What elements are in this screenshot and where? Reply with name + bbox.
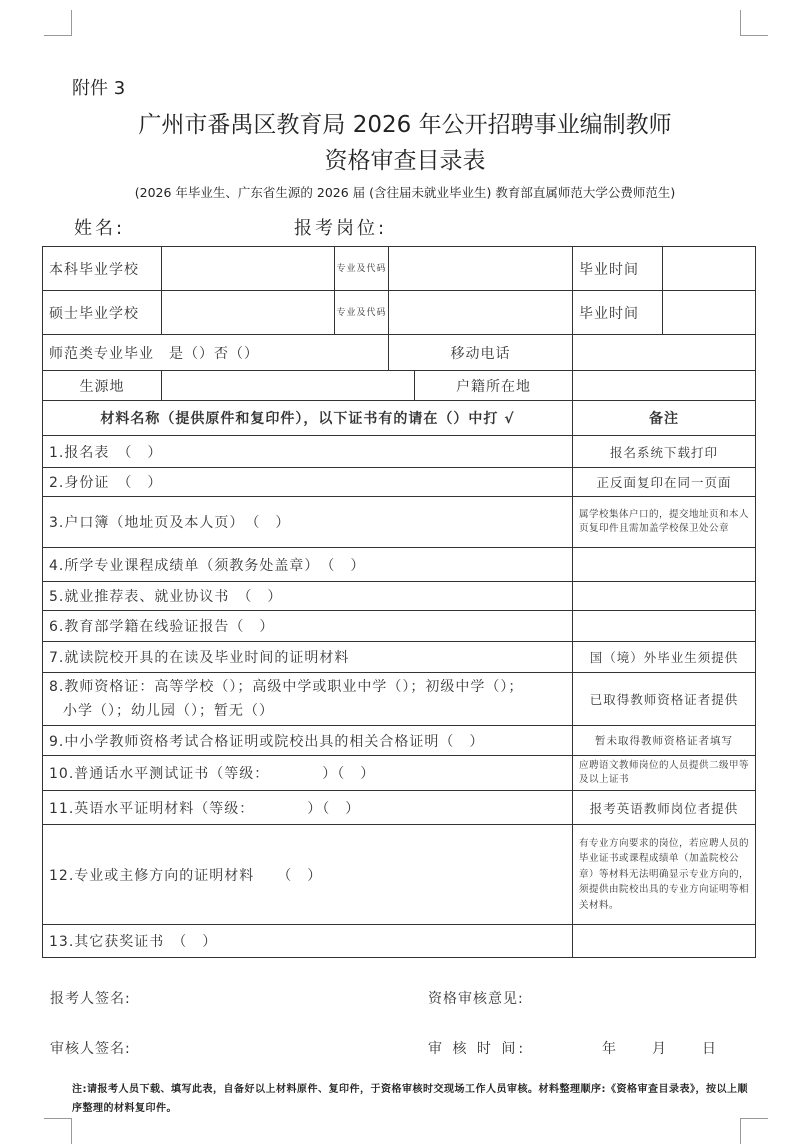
review-day: 日	[702, 1041, 717, 1057]
item-row-6[interactable]: 6.教育部学籍在线验证报告（ ）	[43, 611, 573, 642]
remarks-header: 备注	[573, 401, 756, 436]
item-row-11[interactable]: 11.英语水平证明材料（等级： ）（ ）	[43, 791, 573, 825]
item-note-10: 应聘语文教师岗位的人员提供二级甲等及以上证书	[573, 756, 756, 791]
footnote: 注:请报考人员下载、填写此表，自备好以上材料原件、复印件，于资格审核时交现场工作人员审核。材料整理顺序:《资格审查目录表》，按以上顺序整理的材料复印件。	[72, 1084, 748, 1114]
household-field[interactable]	[573, 371, 756, 401]
applicant-signature-label: 报考人签名:	[50, 991, 131, 1007]
item-row-1[interactable]: 1.报名表 （ ）	[43, 436, 573, 468]
review-month: 月	[652, 1041, 667, 1057]
undergrad-school-label: 本科毕业学校	[43, 247, 162, 291]
major-code-label-2: 专业及代码	[335, 291, 389, 335]
major-code-field-2[interactable]	[389, 291, 573, 335]
item-note-3: 属学校集体户口的，提交地址页和本人页复印件且需加盖学校保卫处公章	[573, 497, 756, 548]
crop-mark	[44, 35, 72, 36]
normal-major-field[interactable]: 师范类专业毕业 是（）否（）	[43, 335, 389, 371]
grad-time-label: 毕业时间	[573, 247, 663, 291]
household-label: 户籍所在地	[415, 371, 573, 401]
mobile-field[interactable]	[573, 335, 756, 371]
crop-mark	[44, 1118, 72, 1119]
crop-mark	[740, 35, 768, 36]
crop-mark	[71, 10, 72, 36]
item-note-2: 正反面复印在同一页面	[573, 468, 756, 497]
item-row-10[interactable]: 10.普通话水平测试证书（等级： ）（ ）	[43, 756, 573, 791]
mobile-label: 移动电话	[389, 335, 573, 371]
grad-time-field-2[interactable]	[663, 291, 756, 335]
grad-time-label-2: 毕业时间	[573, 291, 663, 335]
origin-field[interactable]	[162, 371, 415, 401]
page-title: 广州市番禺区教育局 2026 年公开招聘事业编制教师	[138, 112, 672, 138]
review-table	[42, 246, 756, 958]
page-title-line2: 资格审查目录表	[324, 148, 486, 174]
name-label: 姓名:	[74, 218, 126, 239]
item-row-8[interactable]	[43, 673, 573, 726]
item-row-2[interactable]: 2.身份证 （ ）	[43, 468, 573, 497]
item-note-8: 已取得教师资格证者提供	[573, 673, 756, 726]
item-row-12[interactable]: 12.专业或主修方向的证明材料 （ ）	[43, 825, 573, 925]
item-note-12: 有专业方向要求的岗位，若应聘人员的毕业证书或课程成绩单（加盖院校公章）等材料无法明确显示专业方向的，须提供由院校出具的专业方向证明等相关材料。	[573, 825, 756, 925]
attachment-label: 附件 3	[72, 78, 126, 99]
review-year: 年	[602, 1041, 617, 1057]
master-school-field[interactable]	[162, 291, 335, 335]
review-time-label: 审 核 时 间:	[428, 1041, 527, 1057]
major-code-label: 专业及代码	[335, 247, 389, 291]
major-code-field[interactable]	[389, 247, 573, 291]
crop-mark	[740, 1118, 741, 1144]
item-row-4[interactable]: 4.所学专业课程成绩单（须教务处盖章） （ ）	[43, 548, 573, 582]
review-opinion-label: 资格审核意见:	[428, 991, 524, 1007]
position-label: 报考岗位:	[294, 218, 388, 239]
item-note-13	[573, 925, 756, 958]
item-8-line1: 8.教师资格证：高等学校（）；高级中学或职业中学（）；初级中学（）；	[49, 679, 524, 695]
item-note-9: 暂未取得教师资格证者填写	[573, 726, 756, 756]
item-row-13[interactable]: 13.其它获奖证书 （ ）	[43, 925, 573, 958]
master-school-label: 硕士毕业学校	[43, 291, 162, 335]
item-8-line2: 小学（）；幼儿园（）；暂无（）	[63, 703, 274, 719]
item-row-5[interactable]: 5.就业推荐表、就业协议书 （ ）	[43, 582, 573, 611]
item-note-11: 报考英语教师岗位者提供	[573, 791, 756, 825]
grad-time-field[interactable]	[663, 247, 756, 291]
item-note-1: 报名系统下载打印	[573, 436, 756, 468]
origin-label: 生源地	[43, 371, 162, 401]
crop-mark	[71, 1118, 72, 1144]
item-note-6	[573, 611, 756, 642]
name-position-row	[74, 214, 387, 240]
item-note-7: 国（境）外毕业生须提供	[573, 642, 756, 673]
crop-mark	[740, 1118, 768, 1119]
reviewer-signature-label: 审核人签名:	[50, 1041, 131, 1057]
crop-mark	[740, 10, 741, 36]
materials-header: 材料名称（提供原件和复印件），以下证书有的请在（）中打 √	[43, 401, 573, 436]
undergrad-school-field[interactable]	[162, 247, 335, 291]
page-subtitle: (2026 年毕业生、广东省生源的 2026 届 (含往届未就业毕业生) 教育部直属师范大学公费师范生)	[134, 185, 676, 200]
item-row-9[interactable]: 9.中小学教师资格考试合格证明或院校出具的相关合格证明（ ）	[43, 726, 573, 756]
item-note-4	[573, 548, 756, 582]
item-row-7[interactable]: 7.就读院校开具的在读及毕业时间的证明材料	[43, 642, 573, 673]
item-row-3[interactable]: 3.户口簿（地址页及本人页） （ ）	[43, 497, 573, 548]
item-note-5	[573, 582, 756, 611]
